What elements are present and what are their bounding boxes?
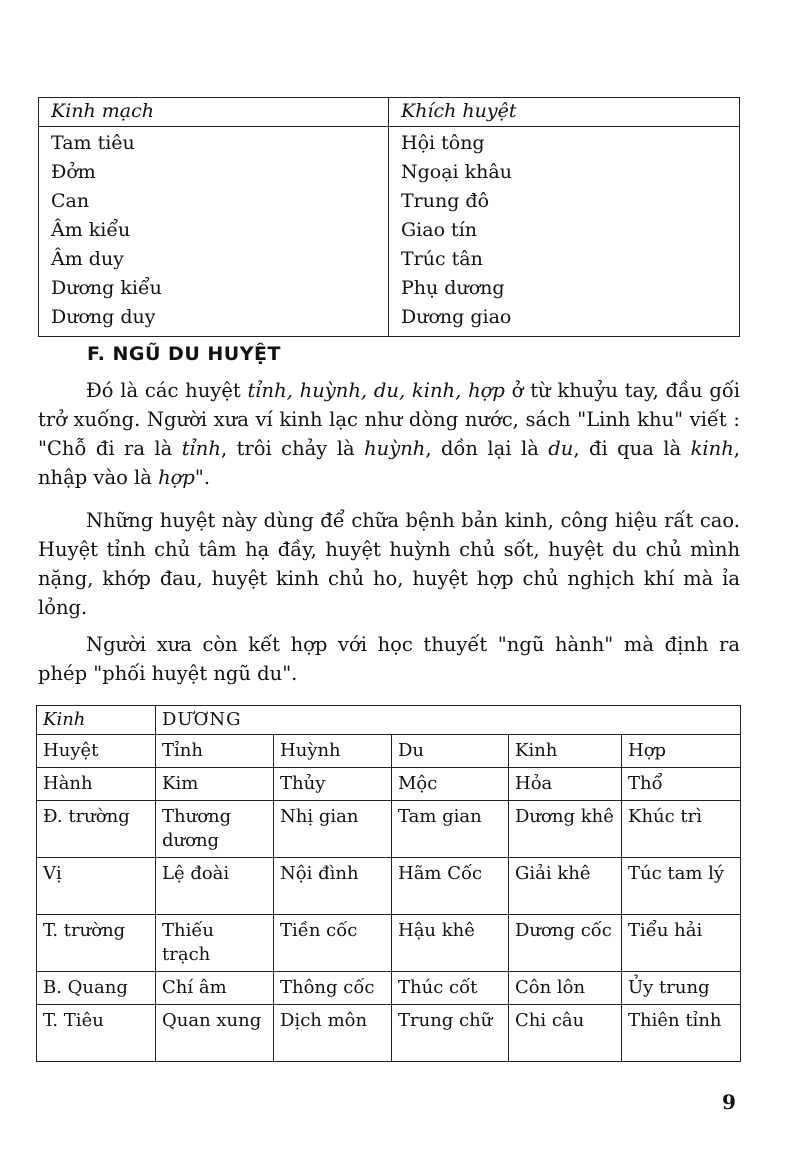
table-cell: Hành — [37, 768, 156, 801]
table-cell: Vị — [37, 858, 156, 915]
text-run: ở từ khuỷu tay, đầu gối trở xuống. Người xưa ví kinh lạc như dòng nước, sách "Linh khu" viết : "Chỗ đi ra là — [38, 379, 740, 460]
text-run: Những huyệt này dùng để chữa bệnh bản kinh, công hiệu rất cao. Huyệt tỉnh chủ tâm hạ đầy, huyệt huỳnh chủ sốt, huyệt du chủ mình nặng, khớp đau, huyệt kinh chủ ho, huyệt hợp chủ nghịch khí mà ỉa lỏng. — [38, 509, 740, 619]
italic-run: hợp — [158, 466, 195, 489]
table-cell: Can — [51, 190, 90, 212]
khich-huyet-table — [38, 97, 740, 337]
ngu-du-table — [36, 705, 741, 1062]
table-cell: Hãm Cốc — [392, 858, 509, 915]
italic-run: du — [548, 437, 574, 460]
paragraph — [38, 376, 740, 492]
table-cell: Dịch môn — [274, 1005, 392, 1062]
table-body — [39, 127, 740, 337]
table-cell: Côn lôn — [509, 972, 622, 1005]
italic-run: tỉnh — [181, 437, 221, 460]
table-cell: Trúc tân — [401, 248, 483, 270]
table-cell: Lệ đoài — [156, 858, 274, 915]
table-cell: B. Quang — [37, 972, 156, 1005]
table-cell: Mộc — [392, 768, 509, 801]
table-cell: Dương duy — [51, 306, 156, 328]
table-cell: Chí âm — [156, 972, 274, 1005]
italic-run: huỳnh — [364, 437, 426, 460]
text-run: , dồn lại là — [425, 437, 549, 460]
table-cell: Dương khê — [509, 801, 622, 858]
text-run: Đó là các huyệt — [86, 379, 248, 402]
table-cell: Đởm — [51, 161, 96, 183]
table-cell: Thúc cốt — [392, 972, 509, 1005]
column-header: Kinh mạch — [39, 98, 389, 127]
table-cell: Trung đô — [401, 190, 490, 212]
table-cell: Nội đình — [274, 858, 392, 915]
table-cell: Kinh — [509, 735, 622, 768]
table-cell: Giải khê — [509, 858, 622, 915]
table-cell: Ủy trung — [622, 972, 741, 1005]
table-cell: Hậu khê — [392, 915, 509, 972]
table-cell: Quan xung — [156, 1005, 274, 1062]
paragraph — [38, 630, 740, 688]
table-cell: Thổ — [622, 768, 741, 801]
table-cell: Dương giao — [401, 306, 512, 328]
text-run: ". — [194, 466, 211, 489]
italic-run: kinh — [690, 437, 734, 460]
table-cell: Dương kiểu — [51, 277, 162, 299]
table-cell: Tam tiêu — [51, 132, 135, 154]
table-cell: Âm duy — [51, 248, 124, 270]
table-cell: Hỏa — [509, 768, 622, 801]
table-cell: Thông cốc — [274, 972, 392, 1005]
section-title: F. NGŨ DU HUYỆT — [87, 343, 281, 365]
kinh-label: Kinh — [37, 706, 156, 735]
table-row — [37, 1005, 741, 1062]
table-cell: Thủy — [274, 768, 392, 801]
table-cell: Túc tam lý — [622, 858, 741, 915]
text-run: Người xưa còn kết hợp với học thuyết "ngũ hành" mà định ra phép "phối huyệt ngũ du". — [38, 633, 740, 685]
table-cell: Du — [392, 735, 509, 768]
italic-run: tỉnh, huỳnh, du, kinh, hợp — [247, 379, 505, 402]
table-title-row — [37, 706, 741, 735]
text-run: , đi qua là — [573, 437, 691, 460]
table-cell: Chi câu — [509, 1005, 622, 1062]
table-cell: T. trường — [37, 915, 156, 972]
table-header-row — [39, 98, 740, 127]
table-cell: Thiên tỉnh — [622, 1005, 741, 1062]
page-number: 9 — [722, 1090, 736, 1114]
table-cell: Hội tông — [401, 132, 485, 154]
kinh-mach-column — [39, 127, 389, 337]
table-cell: Huỳnh — [274, 735, 392, 768]
table-cell: Tiểu hải — [622, 915, 741, 972]
column-header: Khích huyệt — [389, 98, 740, 127]
table-cell: Âm kiểu — [51, 219, 131, 241]
table-row — [37, 972, 741, 1005]
table-cell: Trung chữ — [392, 1005, 509, 1062]
table-row — [37, 768, 741, 801]
paragraph — [38, 506, 740, 622]
table-cell: Tiền cốc — [274, 915, 392, 972]
table-cell: Đ. trường — [37, 801, 156, 858]
table-cell: Khúc trì — [622, 801, 741, 858]
table-cell: Hợp — [622, 735, 741, 768]
table-cell: Dương cốc — [509, 915, 622, 972]
table-cell: Nhị gian — [274, 801, 392, 858]
text-run: , trôi chảy là — [220, 437, 365, 460]
group-label: DƯƠNG — [156, 706, 741, 735]
table-cell: T. Tiêu — [37, 1005, 156, 1062]
table-header-row — [37, 735, 741, 768]
table-row — [37, 915, 741, 972]
table-cell: Ngoại khâu — [401, 161, 512, 183]
table-cell: Thiếu trạch — [156, 915, 274, 972]
table-cell: Giao tín — [401, 219, 478, 241]
table-cell: Thương dương — [156, 801, 274, 858]
table-cell: Tỉnh — [156, 735, 274, 768]
table-cell: Tam gian — [392, 801, 509, 858]
table-row — [37, 801, 741, 858]
table-cell: Kim — [156, 768, 274, 801]
table-cell: Huyệt — [37, 735, 156, 768]
text-run: , nhập vào là — [38, 437, 740, 489]
khich-huyet-column — [389, 127, 740, 337]
table-cell: Phụ dương — [401, 277, 505, 299]
table-row — [37, 858, 741, 915]
